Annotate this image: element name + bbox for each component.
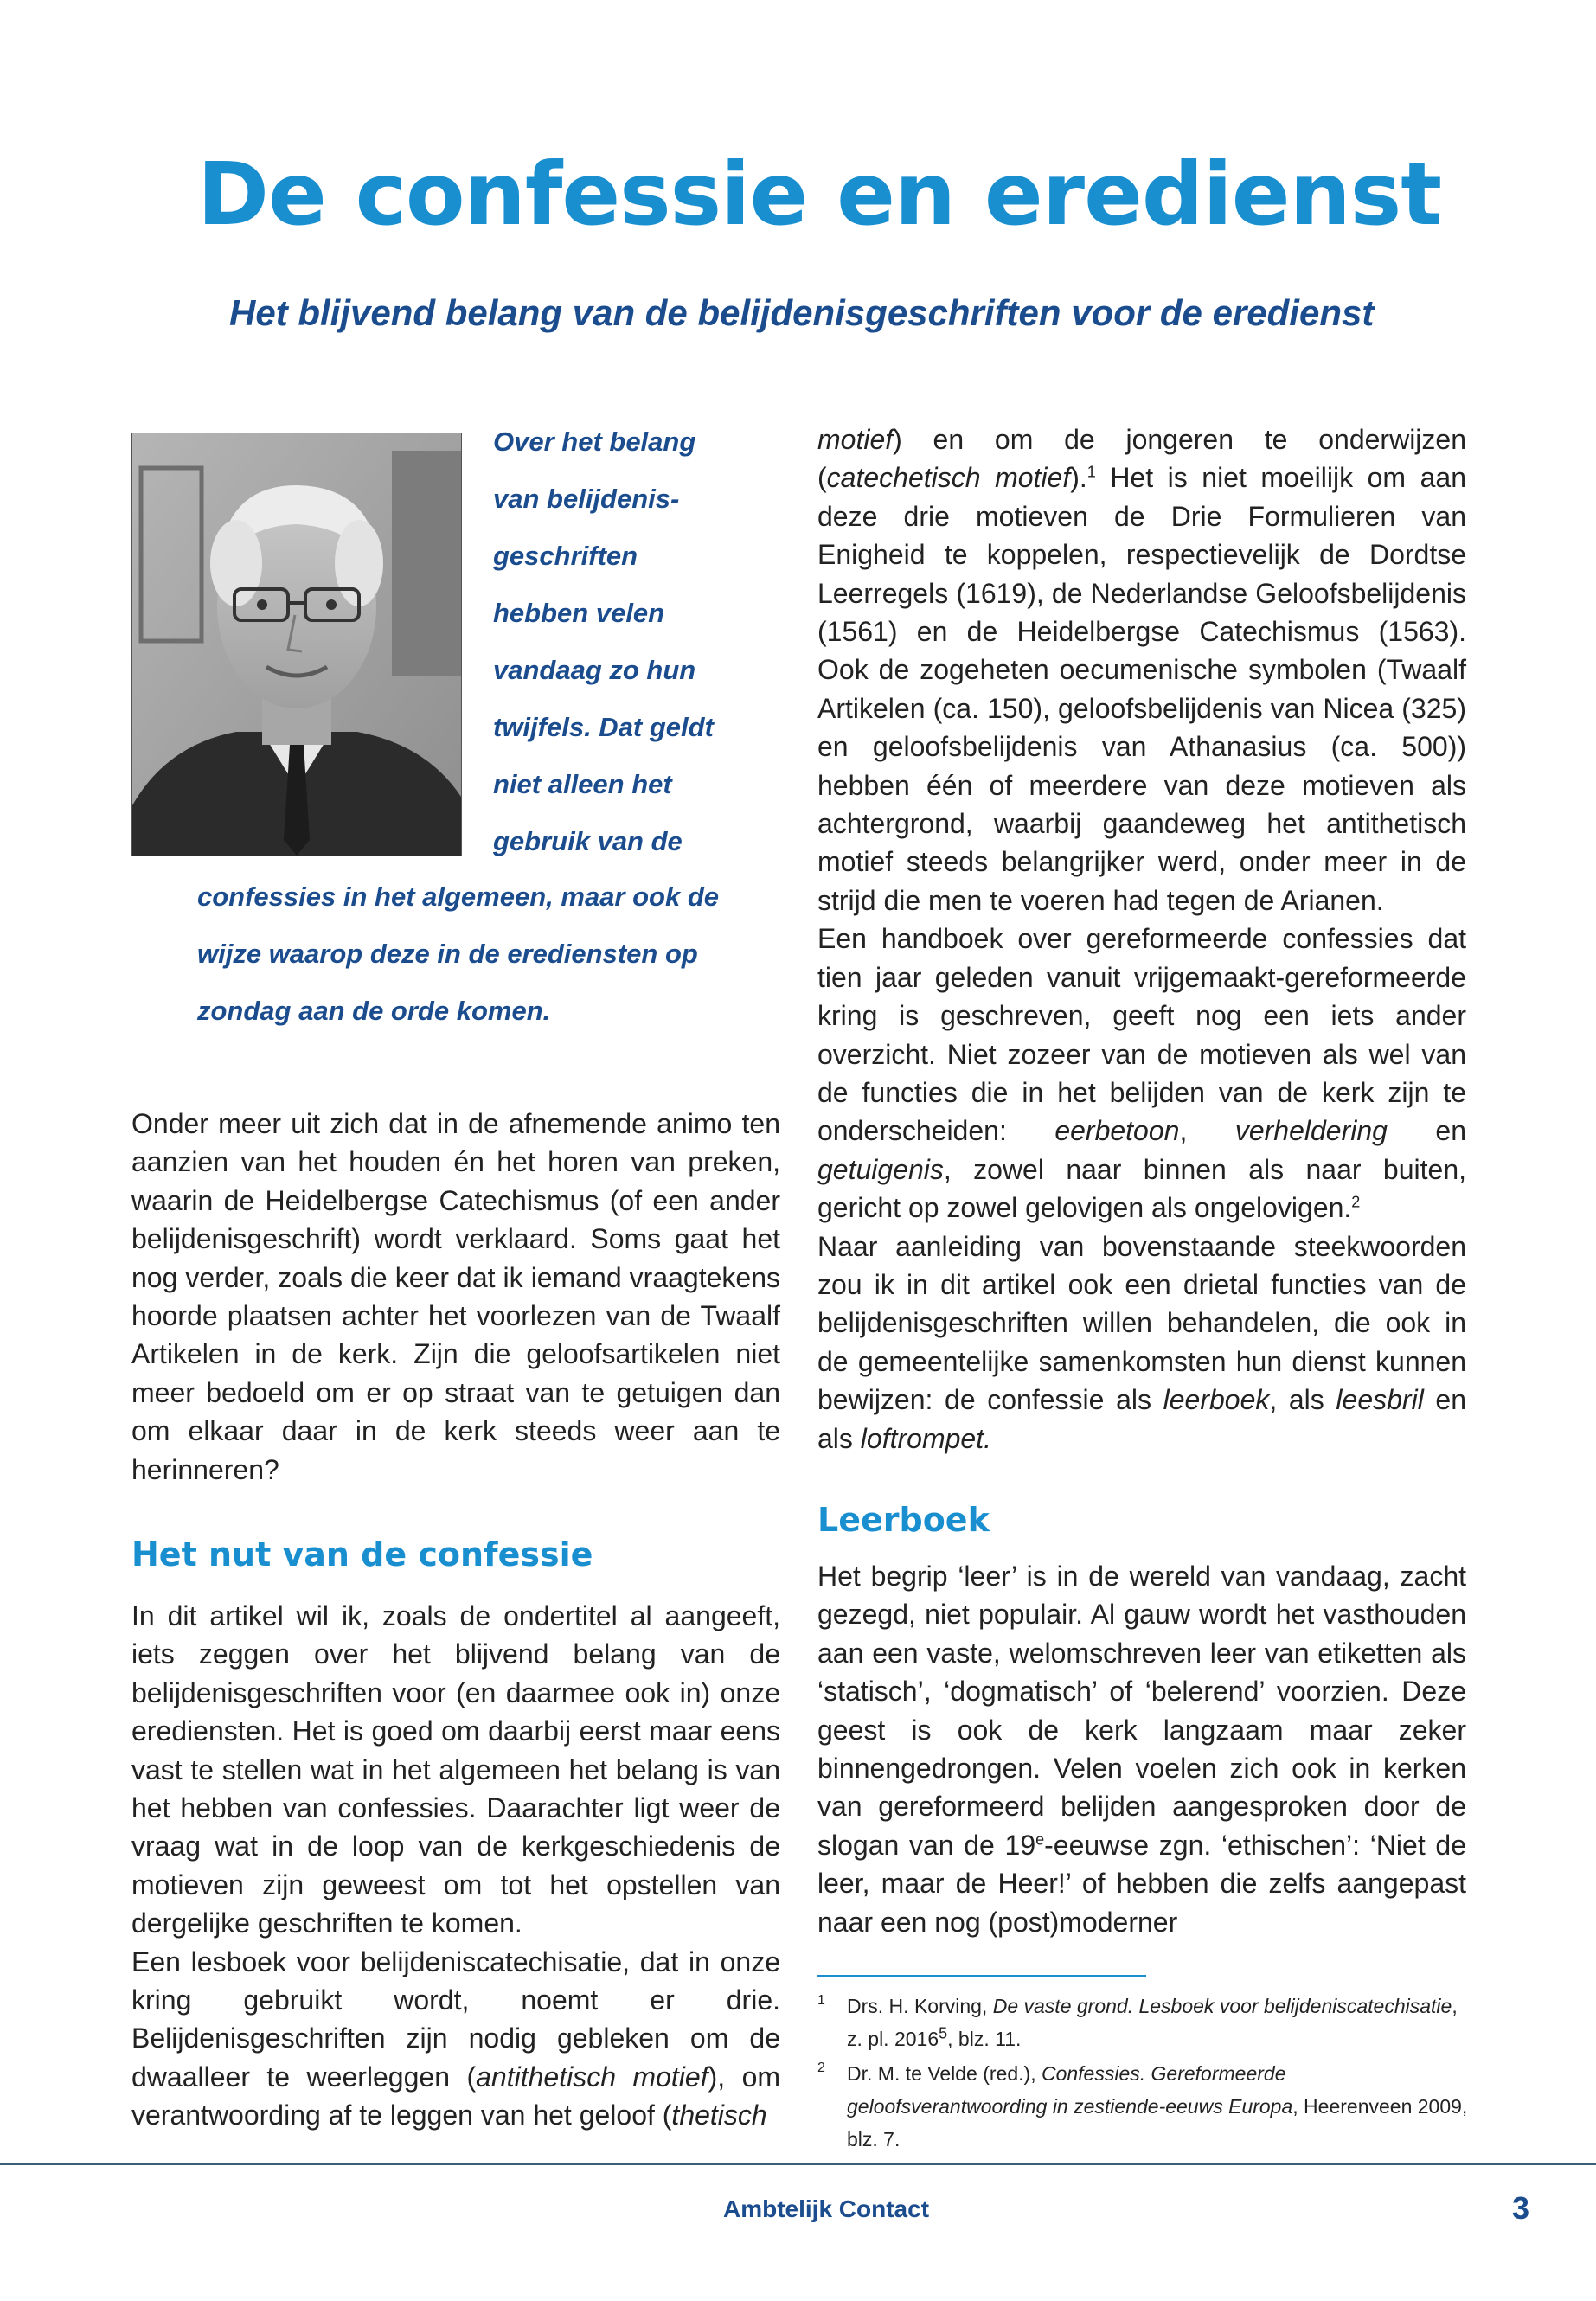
pull-quote-line: twijfels. Dat geldt — [493, 712, 714, 742]
pull-quote-line: hebben velen — [493, 598, 665, 628]
pull-quote-line: niet alleen het — [493, 769, 672, 799]
body-paragraph: Een handboek over gereformeerde confessies dat tien jaar geleden vanuit vrijgemaakt-gereformeerde kring is geschreven, geeft nog een iets ander overzicht. Niet zozeer van de motieven als wel van de functies die in het belijden van de kerk zijn te onderscheiden: eerbetoon, verheldering en getuigenis, zowel naar binnen als naar buiten, gericht op zowel gelovigen als ongelovigen.$^2$ — [817, 923, 1466, 1224]
page-title: De confessie en eredienst — [197, 144, 1442, 245]
publication-name: Ambtelijk Contact — [723, 2195, 930, 2222]
section-heading-nut: Het nut van de confessie — [131, 1535, 593, 1574]
footnote: 1 Drs. H. Korving, De vaste grond. Lesboek voor belijdeniscatechisatie, z. pl. 2016$^5$, blz. 11. — [817, 1993, 1458, 2050]
footnotes — [817, 1990, 1475, 2157]
footnote-divider — [817, 1975, 1146, 1977]
pull-quote-line: wijze waarop deze in de erediensten op — [197, 939, 698, 969]
footnote: 2 Dr. M. te Velde (red.), Confessies. Gereformeerde geloofsverantwoording in zestiende-eeuws Europa, Heerenveen 2009, blz. 7. — [817, 2061, 1468, 2150]
right-column-body — [817, 420, 1466, 1458]
footer-divider — [0, 2163, 1596, 2165]
pull-quote-line: geschriften — [493, 541, 638, 571]
author-photo — [131, 433, 462, 856]
body-paragraph: Een lesboek voor belijdeniscatechisatie, dat in onze kring gebruikt wordt, noemt er drie. Belijdenisgeschriften zijn nodig gebleken om de dwaalleer te weerleggen (antithetisch motief), om verantwoording af te leggen van het geloof (thetisch — [131, 1945, 781, 2131]
pull-quote-line: van belijdenis- — [493, 484, 680, 514]
body-paragraph: Het begrip ‘leer’ is in de wereld van vandaag, zacht gezegd, niet populair. Al gauw wordt het vasthouden aan een vaste, welomschreven leer van etiketten als ‘statisch’, ‘dogmatisch’ of ‘belerend’ voorzien. Deze geest is ook de kerk langzaam maar zeker binnengedrongen. Velen voelen zich ook in kerken van gereformeerd belijden aangesproken door de slogan van de 19e-eeuwse zgn. ‘ethischen’: ‘Niet de leer, maar de Heer!’ of hebben die zelfs aangepast naar een nog (post)moderner — [817, 1561, 1467, 1938]
pull-quote-line: confessies in het algemeen, maar ook de — [197, 881, 720, 912]
page-number: 3 — [1512, 2190, 1530, 2226]
right-column-leerboek — [817, 1557, 1466, 1941]
pull-quote-top — [493, 413, 770, 870]
section-heading-leerboek: Leerboek — [817, 1501, 990, 1539]
pull-quote-line: gebruik van de — [493, 826, 683, 856]
intro-paragraph: Onder meer uit zich dat in de afnemende animo ten aanzien van het houden én het horen van preken, waarin de Heidelbergse Catechismus (of een ander belijdenisgeschrift) wordt verklaard. Soms gaat het nog verder, zoals die keer dat ik iemand vraagtekens hoorde plaatsen achter het voorlezen van de Twaalf Artikelen in de kerk. Zijn die geloofsartikelen niet meer bedoeld om er op straat van te getuigen dan om elkaar daar in de kerk steeds weer aan te herinneren? — [131, 1108, 780, 1485]
pull-quote-line: vandaag zo hun — [493, 655, 696, 685]
page-subtitle: Het blijvend belang van de belijdenisgeschriften voor de eredienst — [229, 292, 1375, 333]
pull-quote-bottom — [197, 868, 803, 1040]
body-paragraph: Naar aanleiding van bovenstaande steekwoorden zou ik in dit artikel ook een drietal functies van de belijdenisgeschriften willen behandelen, die ook in de gemeentelijke samenkomsten hun dienst kunnen bewijzen: de confessie als leerboek, als leesbril en als loftrompet. — [817, 1230, 1467, 1454]
portrait-image — [132, 433, 461, 856]
body-paragraph: In dit artikel wil ik, zoals de ondertitel al aangeeft, iets zeggen over het blijvend belang van de belijdenisgeschriften voor (en daarmee ook in) onze erediensten. Het is goed om daarbij eerst maar eens vast te stellen wat in het algemeen het belang is van het hebben van confessies. Daarachter ligt weer de vraag wat in de loop van de kerkgeschiedenis de motieven zijn geweest om tot het opstellen van dergelijke geschriften te komen. — [131, 1600, 780, 1939]
left-column-body — [131, 1597, 780, 2135]
footnote-ref[interactable]: 1 — [1086, 463, 1096, 481]
body-paragraph: motief) en om de jongeren te onderwijzen (catechetisch motief).$^1$ Het is niet moeilijk om aan deze drie motieven de Drie Formulieren van Enigheid te koppelen, respectievelijk de Dordtse Leerregels (1619), de Nederlandse Geloofsbelijdenis (1561) en de Heidelbergse Catechismus (1563). Ook de zogeheten oecumenische symbolen (Twaalf Artikelen (ca. 150), geloofsbelijdenis van Nicea (325) en geloofsbelijdenis van Athanasius (ca. 500)) hebben één of meerdere van deze motieven als achtergrond, waarbij gaandeweg het antithetisch motief steeds belangrijker werd, onder meer in de strijd die men te voeren had tegen de Arianen. — [817, 424, 1467, 916]
left-column-intro — [131, 1105, 780, 1489]
pull-quote-line: zondag aan de orde komen. — [197, 996, 551, 1026]
pull-quote-line: Over het belang — [493, 426, 696, 457]
footnote-ref[interactable]: 2 — [1351, 1193, 1361, 1211]
